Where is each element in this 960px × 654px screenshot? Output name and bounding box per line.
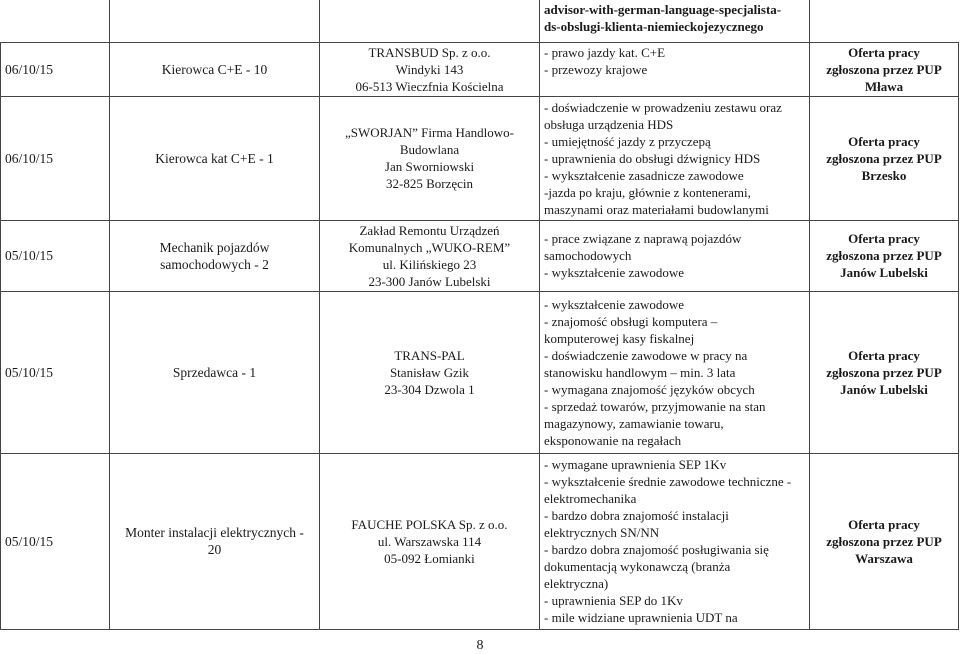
- date-cell: 06/10/15: [1, 42, 110, 96]
- requirement-line: - wykształcenie zawodowe: [544, 296, 685, 312]
- requirement-line: magazynowy, zamawianie towaru,: [544, 415, 724, 431]
- employer-line: 05-092 Łomianki: [384, 550, 475, 566]
- position-line: 20: [207, 542, 222, 557]
- offer-line: Oferta pracy: [848, 231, 920, 246]
- offer-line: Oferta pracy: [848, 347, 920, 363]
- employer-line: Zakład Remontu Urządzeń: [359, 222, 500, 238]
- requirement-line: - doświadczenie w prowadzeniu zestawu oraz: [544, 99, 782, 115]
- offer-line: zgłoszona przez PUP: [826, 364, 942, 380]
- header-fragment-row: [1, 0, 959, 42]
- employer-cell: [320, 453, 540, 629]
- table-row: [1, 220, 959, 291]
- requirement-line: maszynami oraz materiałami budowlanymi: [544, 201, 769, 217]
- employer-line: Jan Sworniowski: [384, 159, 475, 174]
- requirement-line: - wykształcenie zawodowe: [544, 265, 685, 280]
- employer-line: TRANS-PAL: [394, 347, 465, 363]
- employer-line: TRANSBUD Sp. z o.o.: [368, 44, 491, 60]
- requirement-line: - przewozy krajowe: [544, 61, 648, 77]
- employer-line: „SWORJAN” Firma Handlowo-: [345, 125, 514, 140]
- position-cell: [110, 42, 320, 96]
- requirement-line: - mile widziane uprawnienia UDT na: [544, 610, 738, 625]
- offer-location: Brzesko: [861, 167, 907, 183]
- offer-cell: [810, 220, 959, 291]
- requirement-line: stanowisku handlowym – min. 3 lata: [544, 364, 736, 380]
- requirement-line: - uprawnienia do obsługi dźwignicy HDS: [544, 150, 761, 166]
- employer-line: Windyki 143: [395, 61, 464, 77]
- offer-cell: [810, 453, 959, 629]
- position-cell: [110, 96, 320, 220]
- offer-line: zgłoszona przez PUP: [826, 150, 942, 166]
- employer-line: ul. Kilińskiego 23: [382, 256, 477, 272]
- requirements-cell: [540, 291, 810, 453]
- employer-line: 23-304 Dzwola 1: [384, 381, 475, 397]
- page-number: 8: [476, 638, 484, 653]
- position-cell: [110, 220, 320, 291]
- requirement-line: komputerowej kasy fiskalnej: [544, 330, 695, 346]
- employer-line: ul. Warszawska 114: [377, 533, 482, 549]
- requirement-line: elektromechanika: [544, 491, 637, 506]
- table-row: [1, 291, 959, 453]
- offer-line: zgłoszona przez PUP: [826, 533, 942, 549]
- position-line: Kierowca kat C+E - 1: [155, 150, 274, 166]
- employer-line: Stanisław Gzik: [389, 364, 470, 380]
- offer-line: Oferta pracy: [848, 133, 920, 149]
- position-line: Mechanik pojazdów: [159, 239, 270, 255]
- date-cell: 05/10/15: [1, 453, 110, 629]
- requirement-line: - bardzo dobra znajomość instalacji: [544, 508, 729, 523]
- requirement-line: elektrycznych SN/NN: [544, 525, 660, 540]
- requirement-line: - prace związane z naprawą pojazdów: [544, 231, 742, 246]
- requirement-line: - prawo jazdy kat. C+E: [544, 44, 666, 60]
- requirement-line: - wymagana znajomość języków obcych: [544, 381, 755, 397]
- requirement-line: - umiejętność jazdy z przyczepą: [544, 133, 711, 149]
- date-cell: 05/10/15: [1, 291, 110, 453]
- position-cell: [110, 453, 320, 629]
- offer-location: Warszawa: [855, 550, 913, 566]
- requirement-line: - doświadczenie zawodowe w pracy na: [544, 347, 748, 363]
- employer-line: 06-513 Wieczfnia Kościelna: [355, 78, 504, 94]
- employer-line: Komunalnych „WUKO-REM”: [348, 239, 511, 255]
- requirement-line: - wymagane uprawnienia SEP 1Kv: [544, 457, 727, 472]
- position-line: Sprzedawca - 1: [172, 364, 257, 380]
- requirement-line: - sprzedaż towarów, przyjmowanie na stan: [544, 398, 766, 414]
- requirement-line: - uprawnienia SEP do 1Kv: [544, 593, 683, 608]
- requirement-line: elektryczna): [544, 576, 609, 591]
- employer-line: 23-300 Janów Lubelski: [368, 273, 491, 289]
- offer-location: Janów Lubelski: [840, 381, 928, 397]
- table-row: [1, 453, 959, 629]
- header-fragment-line: ds-obslugi-klienta-niemieckojezycznego: [544, 19, 764, 34]
- requirements-header-fragment: [540, 0, 810, 42]
- position-line: Kierowca C+E - 10: [161, 61, 268, 77]
- offer-line: zgłoszona przez PUP: [826, 248, 942, 263]
- requirement-line: - znajomość obsługi komputera –: [544, 313, 718, 329]
- table-row: [1, 96, 959, 220]
- offer-location: Janów Lubelski: [840, 265, 928, 280]
- requirements-cell: [540, 42, 810, 96]
- position-line: samochodowych - 2: [160, 256, 269, 272]
- requirement-line: samochodowych: [544, 248, 632, 263]
- header-fragment-line: advisor-with-german-language-specjalista-: [544, 2, 782, 17]
- requirement-line: - wykształcenie zasadnicze zawodowe: [544, 167, 744, 183]
- requirements-cell: [540, 96, 810, 220]
- offer-line: Oferta pracy: [848, 516, 920, 532]
- offer-location: Mława: [864, 78, 904, 94]
- offer-line: Oferta pracy: [848, 44, 920, 60]
- requirement-line: eksponowanie na regałach: [544, 432, 682, 448]
- employer-cell: [320, 96, 540, 220]
- requirements-cell: [540, 453, 810, 629]
- requirement-line: -jazda po kraju, głównie z kontenerami,: [544, 184, 751, 200]
- employer-line: 32-825 Borzęcin: [385, 176, 473, 191]
- employer-line: FAUCHE POLSKA Sp. z o.o.: [351, 516, 508, 532]
- employer-cell: [320, 220, 540, 291]
- employer-cell: [320, 42, 540, 96]
- offer-cell: [810, 291, 959, 453]
- requirement-line: - bardzo dobra znajomość posługiwania się: [544, 542, 769, 557]
- date-cell: 05/10/15: [1, 220, 110, 291]
- position-line: Monter instalacji elektrycznych -: [125, 525, 304, 540]
- table-row: [1, 42, 959, 96]
- offer-cell: [810, 96, 959, 220]
- employer-cell: [320, 291, 540, 453]
- date-cell: 06/10/15: [1, 96, 110, 220]
- employer-line: Budowlana: [399, 142, 460, 157]
- position-cell: [110, 291, 320, 453]
- offer-line: zgłoszona przez PUP: [826, 61, 942, 77]
- requirement-line: obsługa urządzenia HDS: [544, 116, 674, 132]
- requirement-line: - wykształcenie średnie zawodowe techniczne -: [544, 474, 792, 489]
- requirements-cell: [540, 220, 810, 291]
- offer-cell: [810, 42, 959, 96]
- requirement-line: dokumentacją wykonawczą (branża: [544, 559, 731, 574]
